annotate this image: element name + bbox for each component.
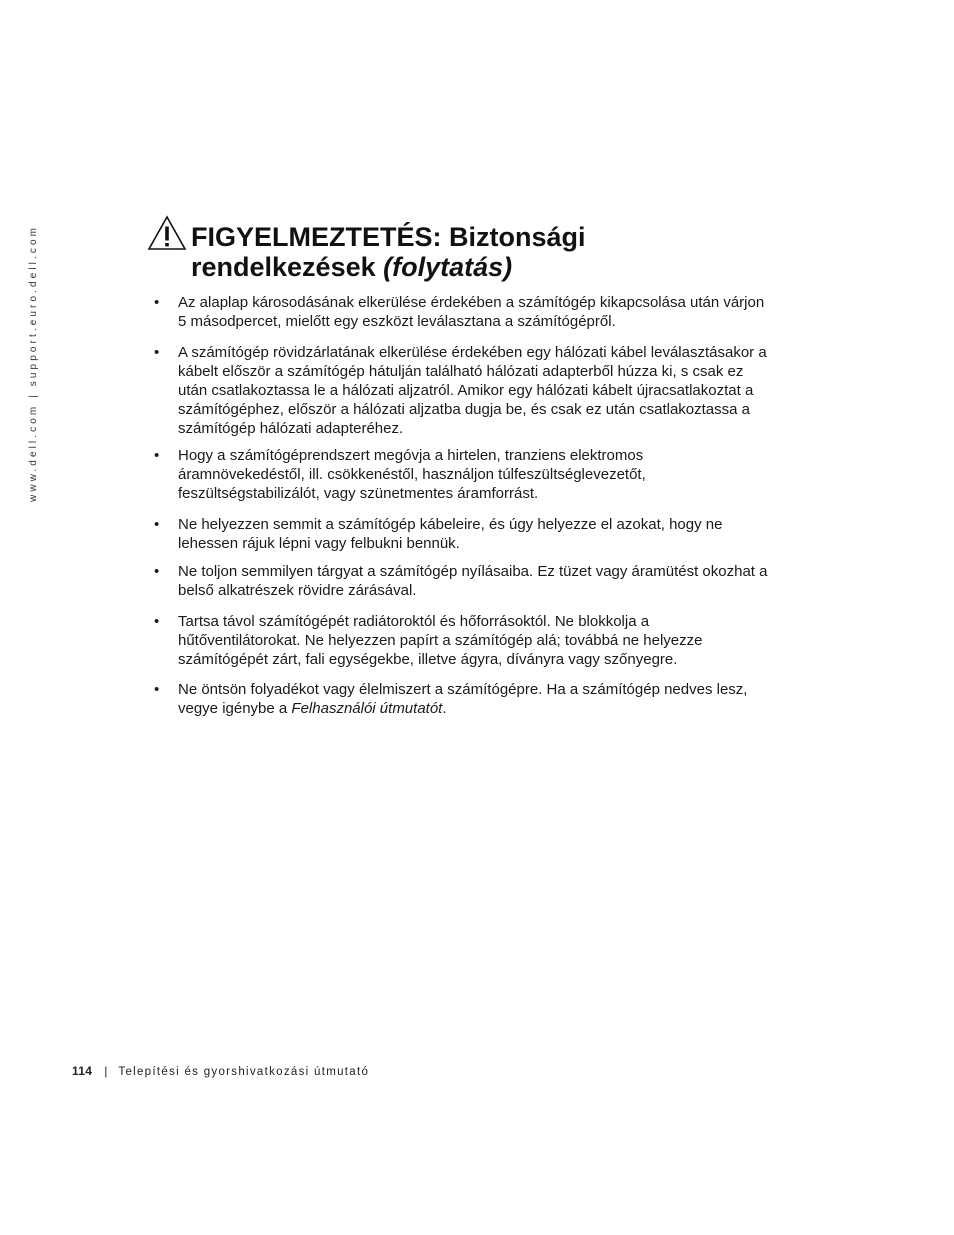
list-item bbox=[178, 680, 768, 718]
list-item-text-end: . bbox=[442, 700, 447, 717]
footer-separator: | bbox=[104, 1064, 108, 1078]
list-item: • A számítógép rövidzárlatának elkerülése érdekében egy hálózati kábel leválasztásakor a kábelt először a számítógép hátulján található hálózati adapterből húzza ki, s csak ez után csatlakoztassa le a hálózati aljzatról. Amikor egy hálózati kábelt újracsatlakoztat a számítógéphez, először a hálózati aljzatba dugja be, és csak ez után csatlakoztassa a számítógép hálózati adapteréhez. bbox=[178, 343, 768, 438]
user-guide-reference: Felhasználói útmutatót bbox=[291, 700, 443, 717]
title-line-2-regular: rendelkezések bbox=[191, 252, 384, 282]
list-item: • Az alaplap károsodásának elkerülése érdekében a számítógép kikapcsolása után várjon 5 másodpercet, mielőtt egy eszközt leválasztana a számítógépről. bbox=[178, 293, 768, 331]
page-title bbox=[191, 222, 586, 282]
list-item-text: Ne öntsön folyadékot vagy élelmiszert a számítógépre. Ha a számítógép nedves lesz, vegye igénybe a bbox=[178, 681, 748, 717]
footer-document-title: Telepítési és gyorshivatkozási útmutató bbox=[118, 1066, 370, 1078]
safety-instructions-list bbox=[178, 293, 768, 718]
list-item: • Hogy a számítógéprendszert megóvja a hirtelen, tranziens elektromos áramnövekedéstől, ill. csökkenéstől, használjon túlfeszültséglevezetőt, feszültségstabilizálót, vagy szünetmentes áramforrást. bbox=[178, 446, 768, 503]
list-item: • Ne helyezzen semmit a számítógép kábeleire, és úgy helyezze el azokat, hogy ne lehessen rájuk lépni vagy felbukni bennük. bbox=[178, 515, 768, 553]
side-website-url: www.dell.com | support.euro.dell.com bbox=[28, 224, 39, 502]
list-item: • Tartsa távol számítógépét radiátoroktól és hőforrásoktól. Ne blokkolja a hűtőventilátorokat. Ne helyezzen papírt a számítógép alá; továbbá ne helyezze számítógépét zárt, fali egységekbe, illetve ágyra, díványra vagy szőnyegre. bbox=[178, 612, 768, 669]
title-continued-italic: (folytatás) bbox=[383, 252, 513, 282]
page-footer bbox=[72, 1063, 369, 1080]
title-line-1: FIGYELMEZTETÉS: Biztonsági bbox=[191, 222, 586, 252]
list-item: • Ne toljon semmilyen tárgyat a számítógép nyílásaiba. Ez tüzet vagy áramütést okozhat a belső alkatrészek rövidre zárásával. bbox=[178, 562, 768, 600]
title-line-2 bbox=[191, 252, 586, 282]
warning-triangle-icon bbox=[146, 214, 188, 252]
page-number: 114 bbox=[72, 1064, 93, 1078]
